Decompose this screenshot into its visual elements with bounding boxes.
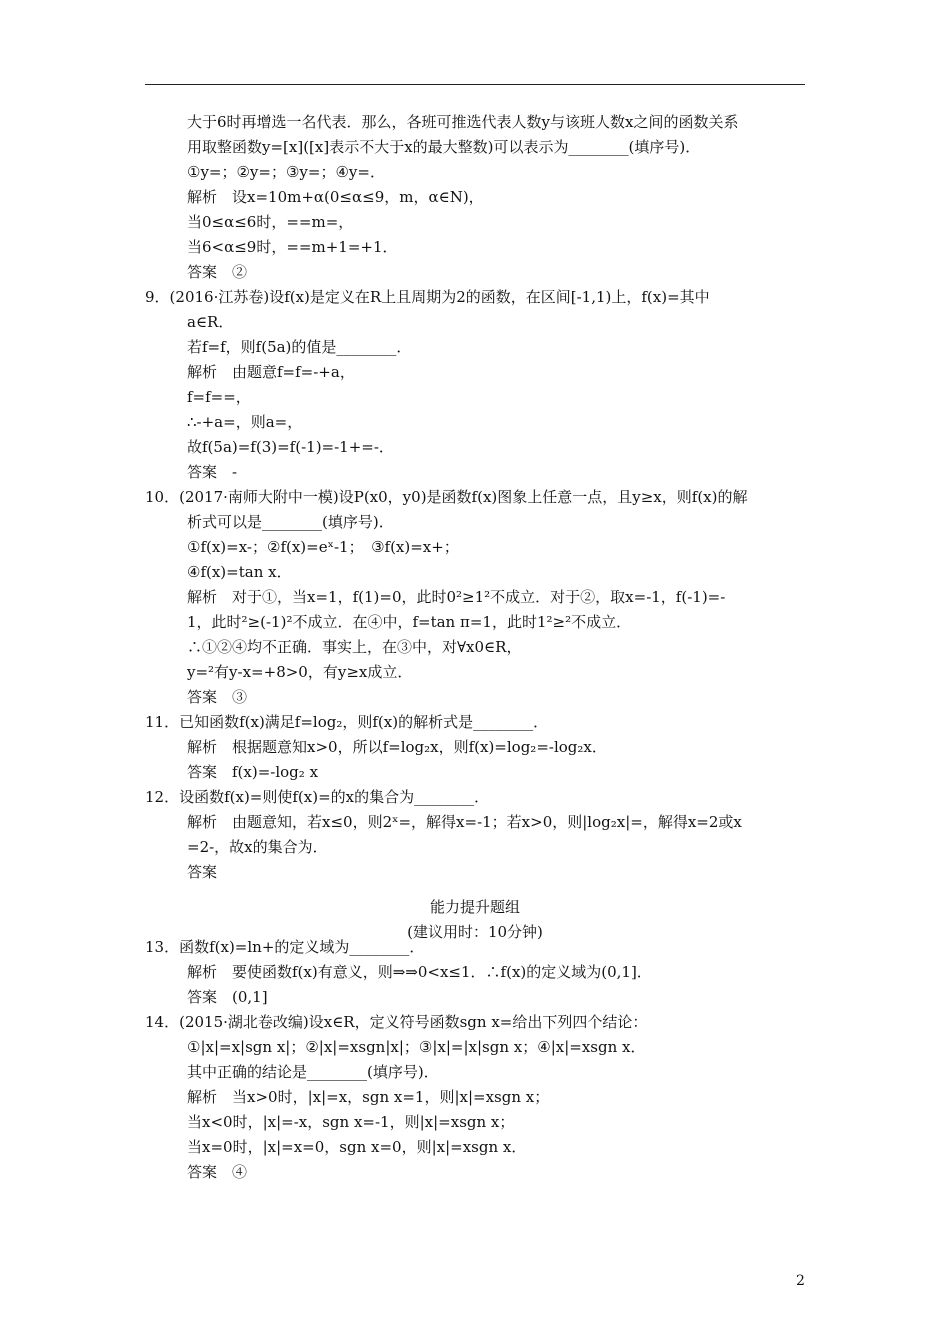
- text-line: 解析 根据题意知x>0，所以f=log₂x，则f(x)=log₂=-log₂x．: [187, 738, 607, 756]
- text-line: ④f(x)=tan x．: [187, 563, 292, 581]
- text-line: 当x=0时，|x|=x=0，sgn x=0，则|x|=xsgn x．: [187, 1138, 527, 1156]
- text-line: 当0≤α≤6时，==m=，: [187, 213, 354, 231]
- text-line: ①|x|=x|sgn x|；②|x|=xsgn|x|；③|x|=|x|sgn x；④|x|=xsgn x．: [187, 1038, 646, 1056]
- text-line: ∴-+a=，则a=，: [187, 413, 303, 431]
- text-line: 答案: [187, 863, 218, 881]
- section-subtitle: (建议用时：10分钟): [407, 923, 543, 941]
- text-line: ①y=；②y=；③y=；④y=．: [187, 163, 385, 181]
- text-line: 当6<α≤9时，==m+1=+1．: [187, 238, 398, 256]
- text-line: 用取整函数y=[x]([x]表示不大于x的最大整数)可以表示为________(填序号)．: [187, 138, 701, 156]
- text-line: 当x<0时，|x|=-x，sgn x=-1，则|x|=xsgn x；: [187, 1113, 515, 1131]
- text-line: 解析 要使函数f(x)有意义，则⇒⇒0<x≤1．∴f(x)的定义域为(0,1]．: [187, 963, 652, 981]
- text-line: 若f=f，则f(5a)的值是________．: [187, 338, 412, 356]
- text-line: 10．(2017·南师大附中一模)设P(x0，y0)是函数f(x)图象上任意一点，且y≥x，则f(x)的解: [145, 488, 748, 506]
- text-line: 解析 当x>0时，|x|=x，sgn x=1，则|x|=xsgn x；: [187, 1088, 550, 1106]
- text-line: =2-，故x的集合为．: [187, 838, 328, 856]
- text-line: 大于6时再增选一名代表．那么，各班可推选代表人数y与该班人数x之间的函数关系: [187, 113, 739, 131]
- text-line: ①f(x)=x-；②f(x)=eˣ-1； ③f(x)=x+；: [187, 538, 459, 556]
- text-line: 答案 ②: [187, 263, 248, 281]
- text-line: 14．(2015·湖北卷改编)设x∈R，定义符号函数sgn x=给出下列四个结论：: [145, 1013, 648, 1031]
- text-line: 解析 设x=10m+α(0≤α≤9，m，α∈N)，: [187, 188, 484, 206]
- section-title: 能力提升题组: [429, 898, 520, 916]
- text-line: 解析 对于①，当x=1，f(1)=0，此时0²≥1²不成立．对于②，取x=-1，f(-1)=-: [187, 588, 726, 606]
- text-line: 解析 由题意知，若x≤0，则2ˣ=，解得x=-1；若x>0，则|log₂x|=，解得x=2或x: [187, 813, 742, 831]
- text-line: 13．函数f(x)=ln+的定义域为________．: [145, 938, 425, 956]
- text-line: 答案 ③: [187, 688, 248, 706]
- text-line: 解析 由题意f=f=-+a，: [187, 363, 355, 381]
- text-line: 答案 -: [187, 463, 238, 481]
- page-number: 2: [796, 1273, 805, 1289]
- text-line: 答案 (0,1]: [187, 988, 268, 1006]
- text-line: 9．(2016·江苏卷)设f(x)是定义在R上且周期为2的函数，在区间[-1,1)上，f(x)=其中: [145, 288, 710, 306]
- text-line: a∈R．: [187, 313, 234, 331]
- text-line: 其中正确的结论是________(填序号)．: [187, 1063, 439, 1081]
- text-line: 析式可以是________(填序号)．: [187, 513, 394, 531]
- header-rule: [145, 84, 805, 85]
- text-line: 答案 f(x)=-log₂ x: [187, 763, 319, 781]
- text-line: ∴①②④均不正确．事实上，在③中，对∀x0∈R，: [187, 638, 522, 656]
- text-line: 1，此时²≥(-1)²不成立．在④中，f=tan π=1，此时1²≥²不成立．: [187, 613, 632, 631]
- text-line: 答案 ④: [187, 1163, 248, 1181]
- text-line: 故f(5a)=f(3)=f(-1)=-1+=-．: [187, 438, 394, 456]
- text-line: 11．已知函数f(x)满足f=log₂，则f(x)的解析式是________．: [145, 713, 549, 731]
- text-line: y=²有y-x=+8>0，有y≥x成立．: [187, 663, 413, 681]
- text-line: f=f==，: [187, 388, 251, 406]
- text-line: 12．设函数f(x)=则使f(x)=的x的集合为________．: [145, 788, 490, 806]
